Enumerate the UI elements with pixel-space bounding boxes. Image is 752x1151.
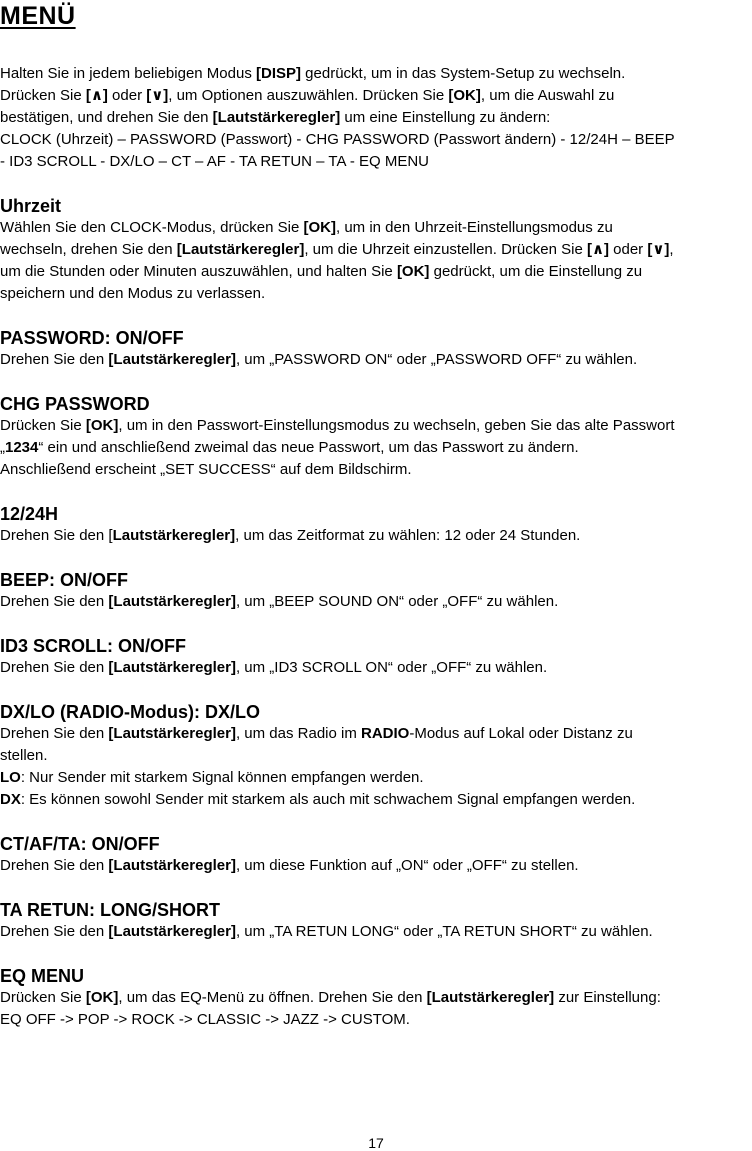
page-title: MENÜ (0, 2, 76, 30)
section-dx-lo (0, 699, 752, 811)
page-content (0, 63, 752, 1031)
section-ta-retun (0, 897, 752, 943)
chg-password-line-2: „1234“ ein und anschließend zweimal das neue Passwort, um das Passwort zu ändern. (0, 439, 579, 456)
id3-line-1: Drehen Sie den [Lautstärkeregler], um „ID3 SCROLL ON“ oder „OFF“ zu wählen. (0, 659, 548, 676)
section-chg-password (0, 391, 752, 481)
section-clock (0, 193, 752, 305)
section-heading-beep: BEEP: ON/OFF (0, 570, 129, 590)
page-number: 17 (368, 1135, 384, 1151)
clock-line-3: um die Stunden oder Minuten auszuwählen, und halten Sie [OK] gedrückt, um die Einstellung zu (0, 263, 643, 280)
chg-password-line-3: Anschließend erscheint „SET SUCCESS“ auf dem Bildschirm. (0, 461, 412, 478)
intro-line-1: Halten Sie in jedem beliebigen Modus [DISP] gedrückt, um in das System-Setup zu wechseln. (0, 65, 626, 82)
clock-line-1: Wählen Sie den CLOCK-Modus, drücken Sie [OK], um in den Uhrzeit-Einstellungsmodus zu (0, 219, 613, 236)
down-arrow-icon: ∨ (151, 87, 164, 104)
section-heading-ta-retun: TA RETUN: LONG/SHORT (0, 900, 220, 920)
dxlo-line-1: Drehen Sie den [Lautstärkeregler], um das Radio im RADIO-Modus auf Lokal oder Distanz zu (0, 725, 633, 742)
ctafta-line-1: Drehen Sie den [Lautstärkeregler], um diese Funktion auf „ON“ oder „OFF“ zu stellen. (0, 857, 579, 874)
dxlo-line-2: stellen. (0, 747, 48, 764)
section-heading-chg-password: CHG PASSWORD (0, 394, 150, 414)
clock-line-4: speichern und den Modus zu verlassen. (0, 285, 266, 302)
section-heading-password: PASSWORD: ON/OFF (0, 328, 184, 348)
section-heading-id3-scroll: ID3 SCROLL: ON/OFF (0, 636, 186, 656)
taretun-line-1: Drehen Sie den [Lautstärkeregler], um „TA RETUN LONG“ oder „TA RETUN SHORT“ zu wählen. (0, 923, 653, 940)
up-arrow-icon: ∧ (90, 87, 104, 104)
beep-line-1: Drehen Sie den [Lautstärkeregler], um „BEEP SOUND ON“ oder „OFF“ zu wählen. (0, 593, 559, 610)
password-line-1: Drehen Sie den [Lautstärkeregler], um „PASSWORD ON“ oder „PASSWORD OFF“ zu wählen. (0, 351, 638, 368)
section-ct-af-ta (0, 831, 752, 877)
intro-line-3: bestätigen, und drehen Sie den [Lautstärkeregler] um eine Einstellung zu ändern: (0, 109, 551, 126)
dxlo-line-4: DX: Es können sowohl Sender mit starkem als auch mit schwachem Signal empfangen werden. (0, 791, 636, 808)
up-arrow-icon: ∧ (591, 241, 605, 258)
section-heading-eq-menu: EQ MENU (0, 966, 85, 986)
section-heading-time-format: 12/24H (0, 504, 59, 524)
section-heading-clock: Uhrzeit (0, 196, 62, 216)
intro-line-5: - ID3 SCROLL - DX/LO – CT – AF - TA RETUN – TA - EQ MENU (0, 153, 429, 170)
section-heading-dx-lo: DX/LO (RADIO-Modus): DX/LO (0, 702, 260, 722)
time-format-line-1: Drehen Sie den [Lautstärkeregler], um das Zeitformat zu wählen: 12 oder 24 Stunden. (0, 527, 581, 544)
clock-line-2: wechseln, drehen Sie den [Lautstärkeregler], um die Uhrzeit einzustellen. Drücken Sie [∧] oder [∨], (0, 239, 752, 261)
intro-line-4: CLOCK (Uhrzeit) – PASSWORD (Passwort) - CHG PASSWORD (Passwort ändern) - 12/24H – BEEP (0, 131, 675, 148)
section-time-format (0, 501, 752, 547)
down-arrow-icon: ∨ (652, 241, 665, 258)
section-eq-menu (0, 963, 752, 1031)
intro-paragraph (0, 63, 752, 173)
section-heading-ct-af-ta: CT/AF/TA: ON/OFF (0, 834, 160, 854)
section-password (0, 325, 752, 371)
section-beep (0, 567, 752, 613)
eq-line-2: EQ OFF -> POP -> ROCK -> CLASSIC -> JAZZ -> CUSTOM. (0, 1011, 410, 1028)
section-id3-scroll (0, 633, 752, 679)
dxlo-line-3: LO: Nur Sender mit starkem Signal können empfangen werden. (0, 769, 424, 786)
eq-line-1: Drücken Sie [OK], um das EQ-Menü zu öffnen. Drehen Sie den [Lautstärkeregler] zur Einstellung: (0, 989, 661, 1006)
chg-password-line-1: Drücken Sie [OK], um in den Passwort-Einstellungsmodus zu wechseln, geben Sie das alte Passwort (0, 417, 675, 434)
intro-line-2: Drücken Sie [∧] oder [∨], um Optionen auszuwählen. Drücken Sie [OK], um die Auswahl zu (0, 85, 752, 107)
